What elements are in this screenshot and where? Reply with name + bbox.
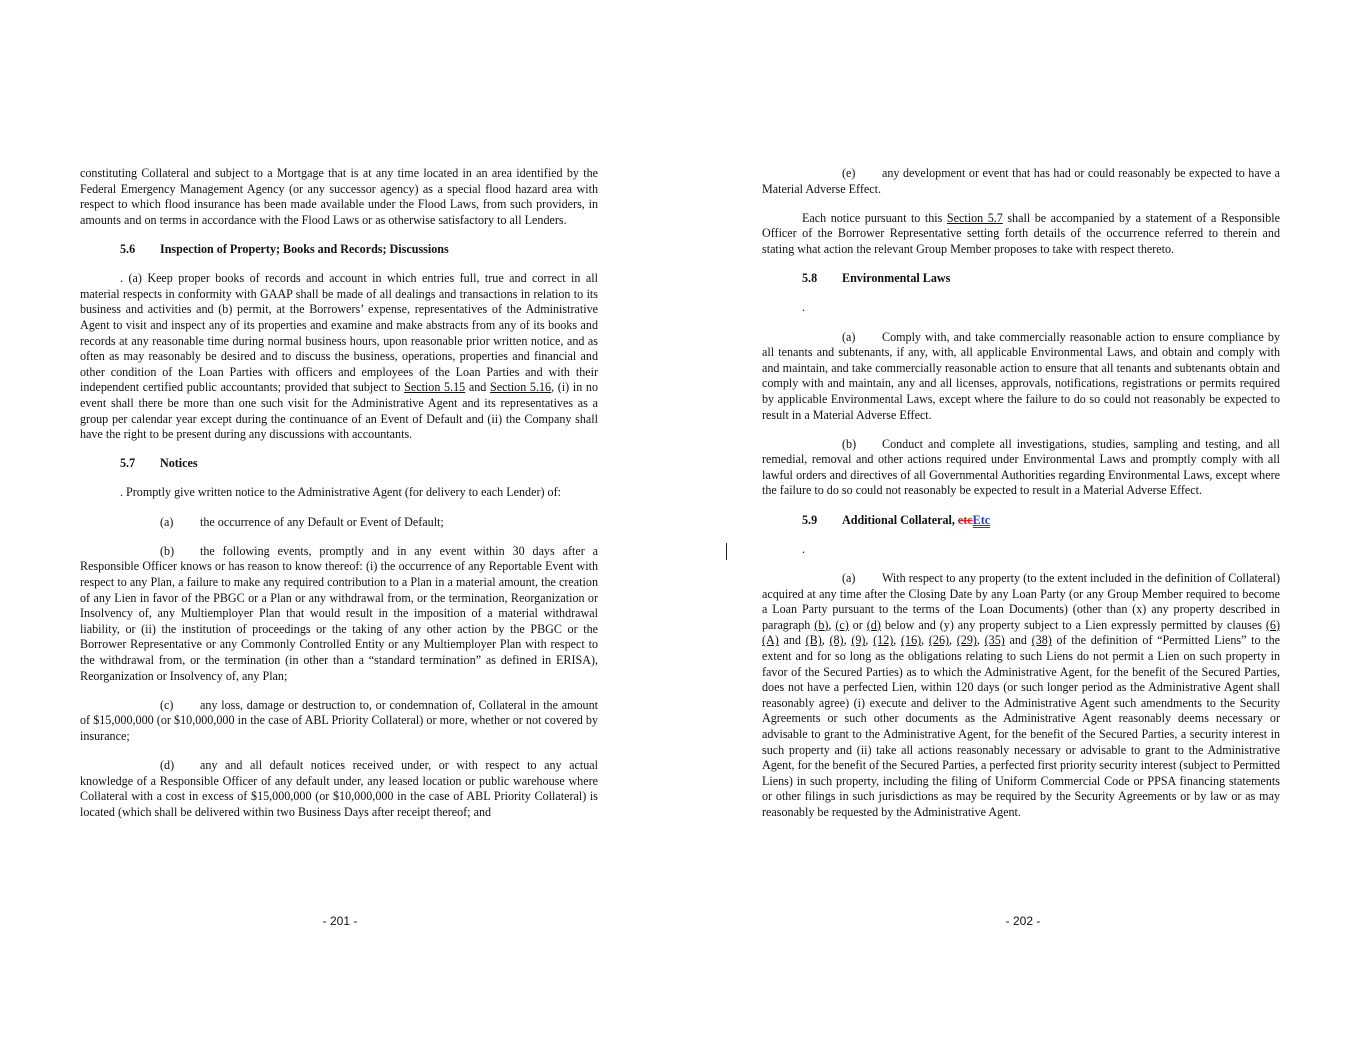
notice-item-a	[80, 515, 598, 531]
separator: or	[848, 617, 867, 632]
section-5-6-heading	[120, 242, 598, 258]
clause-6a-link[interactable]: (6)(A)	[762, 617, 1281, 648]
section-5-16-link[interactable]: Section 5.16	[490, 380, 552, 395]
item-text: Comply with, and take commercially reasonable action to ensure compliance by all tenants and subtenants, if any, with, all applicable Environmental Laws, and obtain and comply with and maintain, and take commercially reasonable action to ensure that all tenants and subtenants obtain and comply with and maintain, any and all licenses, approvals, notifications, registrations or permits required by applicable Environmental Laws, except where the failure to do so could not reasonably be expected to result in a Material Adverse Effect.	[762, 329, 1280, 422]
separator: ,	[821, 633, 830, 648]
separator: ,	[921, 633, 929, 648]
notice-item-e	[762, 166, 1280, 197]
clause-35-link[interactable]: (35)	[984, 633, 1005, 648]
clause-b-link[interactable]: (B)	[805, 633, 822, 648]
section-5-6-body	[80, 271, 598, 443]
section-number: 5.9	[802, 512, 818, 527]
item-text: any development or event that has had or could reasonably be expected to have a Material Adverse Effect.	[762, 166, 1280, 196]
item-text: of the definition of “Permitted Liens” to the extent and for so long as the obligations relating to such Liens do not permit a Lien on such property in favor of the Secured Parties) as to which the Administrative Agent, for the benefit of the Secured Parties, does not have a perfected Lien, within 120 days (or such longer period as the Administrative Agent shall reasonably agree) (i) execute and deliver to the Administrative Agent such amendments to the Security Agreements or such other documents as the Administrative Agent reasonably deems necessary or advisable to grant to the Administrative Agent, for the benefit of the Secured Parties, a security interest in such property and (ii) take all actions reasonably necessary or advisable to grant to the Administrative Agent, for the benefit of the Secured Parties, a perfected first priority security interest (subject to Permitted Liens) in such property, including the filing of Uniform Commercial Code or PPSA financing statements or other filings in such jurisdictions as may be required by the Security Agreements or by law or as may reasonably be requested by the Administrative Agent.	[762, 633, 1281, 819]
section-title: Environmental Laws	[842, 271, 951, 286]
separator: ,	[976, 633, 985, 648]
separator: and	[1004, 633, 1032, 648]
item-label: (a)	[842, 329, 856, 344]
paragraph-d-link[interactable]: (d)	[866, 617, 881, 632]
collateral-item-a	[762, 571, 1280, 821]
page-202	[762, 166, 1280, 821]
separator: and	[778, 633, 806, 648]
paragraph-b-link[interactable]: (b)	[814, 617, 829, 632]
clause-16-link[interactable]: (16)	[901, 633, 922, 648]
notice-item-c	[80, 698, 598, 745]
page-number-201: - 201 -	[322, 914, 358, 928]
paragraph-c-link[interactable]: (c)	[835, 617, 849, 632]
tracked-deletion: etc	[957, 512, 973, 527]
page-201	[80, 166, 598, 821]
section-number: 5.7	[120, 456, 136, 471]
tracked-insertion: Etc	[972, 512, 991, 527]
separator: ,	[843, 633, 852, 648]
separator: ,	[893, 633, 902, 648]
body-text: shall be accompanied by a statement of a Responsible Officer of the Borrower Representative setting forth details of the occurrence referred to therein and stating what action the relevant Group Member proposes to take with respect thereto.	[762, 210, 1280, 256]
flood-paragraph: constituting Collateral and subject to a Mortgage that is at any time located in an area identified by the Federal Emergency Management Agency (or any successor agency) as a special flood hazard area with respect to which flood insurance has been made available under the Flood Laws, from such providers, in amounts and on terms in accordance with the Flood Laws or as otherwise satisfactory to all Lenders.	[80, 166, 598, 227]
item-label: (a)	[160, 514, 174, 529]
section-5-15-link[interactable]: Section 5.15	[404, 380, 466, 395]
clause-29-link[interactable]: (29)	[956, 633, 977, 648]
section-5-8-heading	[802, 271, 1280, 287]
item-text: any loss, damage or destruction to, or condemnation of, Collateral in the amount of $15,000,000 (or $10,000,000 in the case of ABL Priority Collateral) or more, whether or not covered by insurance;	[80, 697, 598, 743]
item-label: (b)	[160, 543, 175, 558]
section-number: 5.8	[802, 271, 818, 286]
section-5-9-dot: .	[802, 541, 806, 556]
notice-item-b	[80, 544, 598, 684]
item-text: the following events, promptly and in any event within 30 days after a Responsible Officer knows or has reason to know thereof: (i) the occurrence of any Reportable Event with respect to any Plan, a failure to make any required contribution to a Plan in a material amount, the creation of any Lien in favor of the PBGC or a Plan or any withdrawal from, or the termination, Reorganization or Insolvency of, any Multiemployer Plan that would result in the imposition of a material withdrawal liability, or (ii) the institution of proceedings or the taking of any other action by the PBGC or the Borrower Representative or any Commonly Controlled Entity or any Multiemployer Plan with respect to the withdrawal from, or the termination (in other than a “standard termination” as defined in ERISA), Reorganization or Insolvency of, any Plan;	[80, 543, 598, 683]
separator: ,	[949, 633, 957, 648]
section-5-7-body: . Promptly give written notice to the Administrative Agent (for delivery to each Lender) of:	[120, 485, 561, 500]
item-label: (b)	[842, 436, 857, 451]
section-5-7-link[interactable]: Section 5.7	[946, 210, 1003, 225]
clause-38-link[interactable]: (38)	[1031, 633, 1052, 648]
item-label: (a)	[842, 571, 856, 586]
section-5-7-heading	[120, 456, 598, 472]
separator: ,	[865, 633, 874, 648]
clause-9-link[interactable]: (9)	[851, 633, 866, 648]
body-text: , (i) in no event shall there be more than one such visit for the Administrative Agent and its representatives as a group per calendar year except during the continuance of an Event of Default and (ii) the Company shall have the right to be present during any discussions with accountants.	[80, 380, 599, 442]
body-text: and	[465, 380, 490, 395]
item-label: (d)	[160, 758, 175, 773]
clause-8-link[interactable]: (8)	[829, 633, 844, 648]
separator: ,	[828, 617, 836, 632]
clause-26-link[interactable]: (26)	[928, 633, 950, 648]
item-text: any and all default notices received under, or with respect to any actual knowledge of a Responsible Officer of any default under, any leased location or public warehouse where Collateral with a cost in excess of $15,000,000 (or $10,000,000 in the case of ABL Priority Collateral) is located (which shall be delivered within two Business Days after receipt thereof; and	[80, 758, 598, 819]
page-number-202: - 202 -	[1005, 914, 1041, 928]
section-5-9-heading	[802, 513, 1280, 529]
notice-item-d	[80, 758, 598, 820]
item-text: With respect to any property (to the extent included in the definition of Collateral) acquired at any time after the Closing Date by any Loan Party (or any Group Member required to become a Loan Party pursuant to the terms of the Loan Documents) (other than (x) any property described in paragraph	[762, 571, 1280, 632]
section-title: Inspection of Property; Books and Records; Discussions	[160, 241, 449, 256]
item-text: the occurrence of any Default or Event of Default;	[200, 514, 444, 529]
section-title: Notices	[160, 456, 198, 471]
item-label: (c)	[160, 697, 174, 712]
notice-statement-paragraph	[762, 211, 1280, 258]
section-title: Additional Collateral,	[842, 512, 958, 527]
section-number: 5.6	[120, 241, 136, 256]
revision-change-bar	[726, 543, 727, 560]
section-5-8-dot: .	[802, 300, 806, 315]
body-text: Each notice pursuant to this	[802, 210, 947, 225]
environmental-item-a	[762, 330, 1280, 424]
item-text: below and (y) any property subject to a Lien expressly permitted by clauses	[880, 617, 1266, 632]
environmental-item-b	[762, 437, 1280, 499]
item-label: (e)	[842, 166, 856, 180]
clause-12-link[interactable]: (12)	[873, 633, 894, 648]
body-text: . (a) Keep proper books of records and account in which entries full, true and correct in all material respects in conformity with GAAP shall be made of all dealings and transactions in relation to its business and activities and (b) permit, at the Borrowers’ expense, representatives of the Administrative Agent to visit and inspect any of its properties and examine and make abstracts from any of its books and records at any reasonable time during normal business hours, upon reasonable prior written notice, and as often as may reasonably be desired and to discuss the business, operations, properties and financial and other condition of the Loan Parties with officers and employees of the Loan Parties and with their independent certified public accountants; provided that subject to	[80, 271, 598, 395]
item-text: Conduct and complete all investigations, studies, sampling and testing, and all remedial, removal and other actions required under Environmental Laws and promptly comply with all lawful orders and directives of all Governmental Authorities regarding Environmental Laws, except where the failure to do so could not reasonably be expected to result in a Material Adverse Effect.	[762, 436, 1280, 498]
